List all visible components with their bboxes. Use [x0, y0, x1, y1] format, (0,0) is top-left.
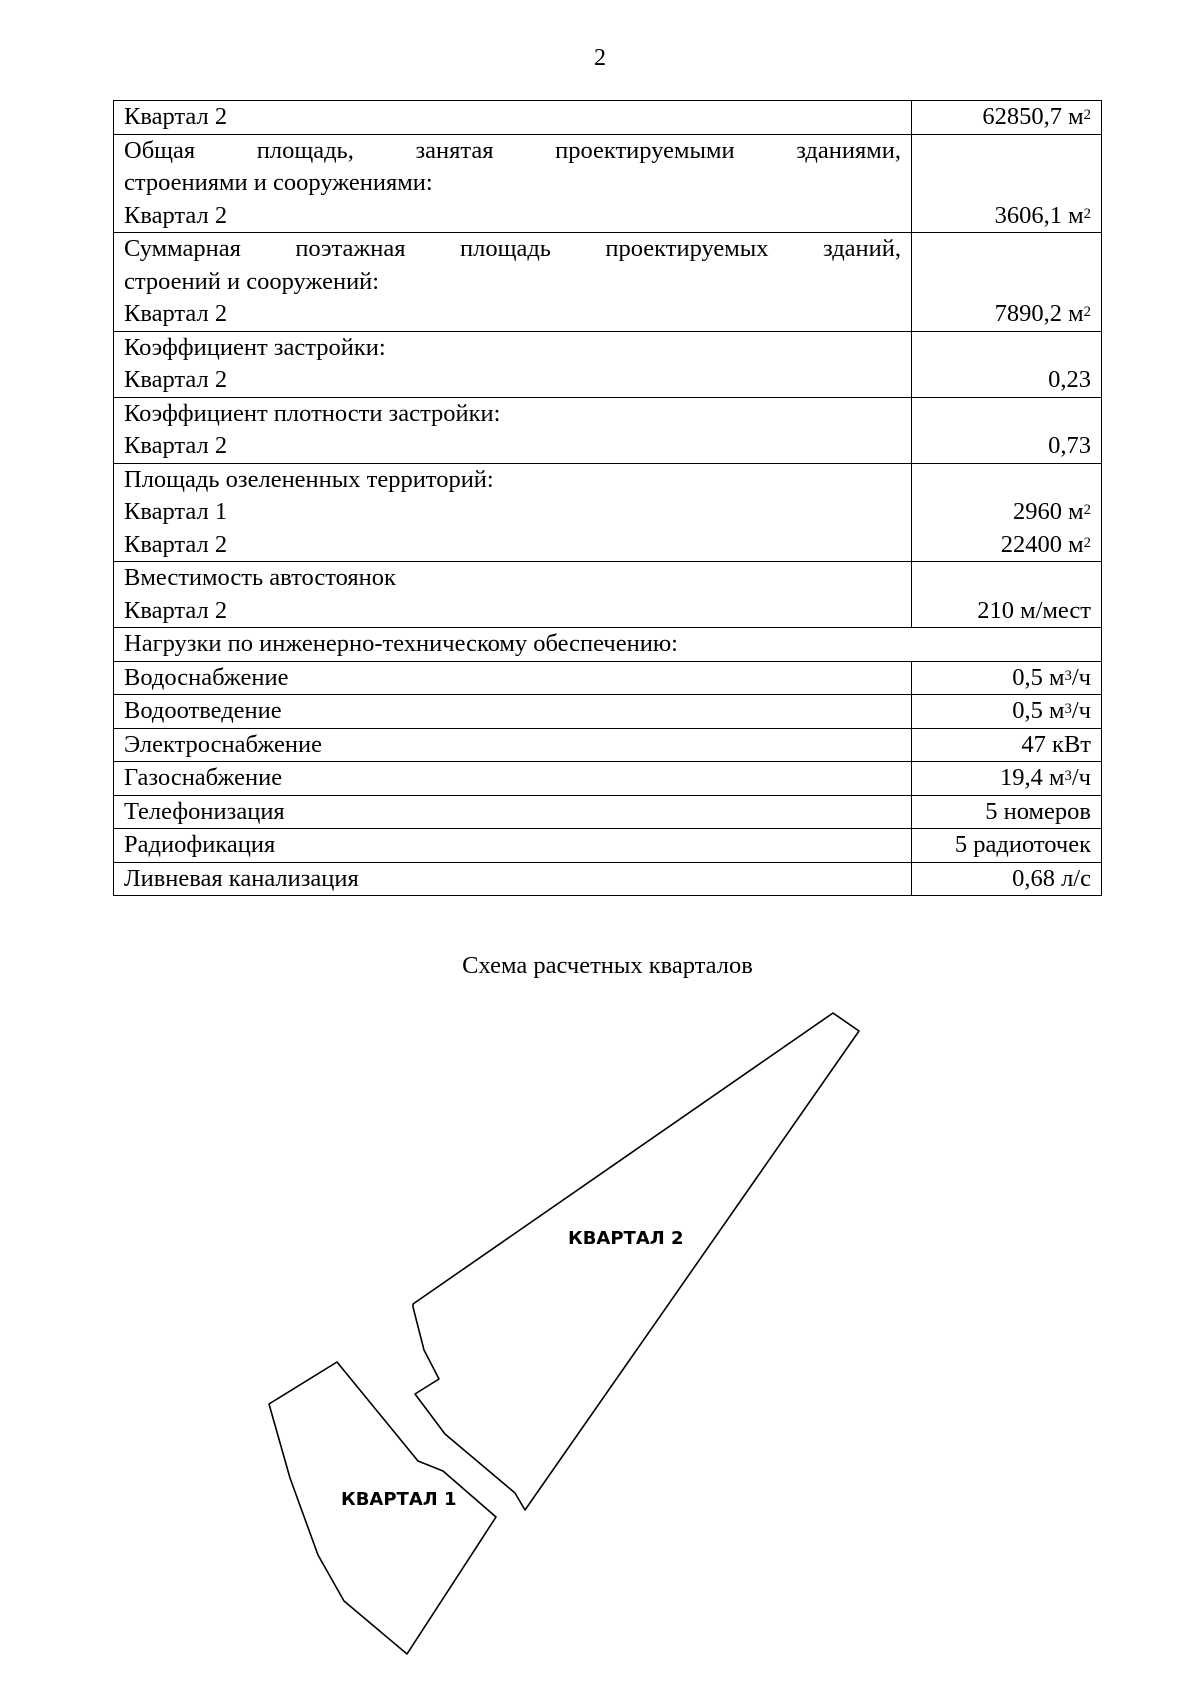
row-value: 0,23: [912, 331, 1102, 397]
row-label: Коэффициент плотности застройки: Квартал 2: [114, 397, 912, 463]
row-label: Вместимость автостоянок Квартал 2: [114, 562, 912, 628]
row-value: 210 м/мест: [912, 562, 1102, 628]
row-value: 62850,7 $м^2$: [912, 101, 1102, 135]
row-value: 7890,2 $м^2$: [912, 233, 1102, 332]
scheme-title: Схема расчетных кварталов: [462, 952, 753, 979]
section-header: Нагрузки по инженерно-техническому обеспечению:: [114, 628, 1102, 662]
row-value: 19,4 $м^3/ч$: [912, 762, 1102, 796]
block-2-outline: [413, 1013, 859, 1510]
row-label: Общая площадь, занятая проектируемыми зданиями, строениями и сооружениями: Квартал 2: [114, 134, 912, 233]
row-value: 2960 $м^2$ 22400 $м^2$: [912, 463, 1102, 562]
row-label: Площадь озелененных территорий: Квартал 1 Квартал 2: [114, 463, 912, 562]
block-2-label: КВАРТАЛ 2: [568, 1228, 684, 1249]
row-label: Суммарная поэтажная площадь проектируемых зданий, строений и сооружений: Квартал 2: [114, 233, 912, 332]
row-label: Водоотведение: [114, 695, 912, 729]
row-value: 0,5 $м^3/ч$: [912, 661, 1102, 695]
row-value: 3606,1 $м^2$: [912, 134, 1102, 233]
row-value: 5 радиоточек: [912, 829, 1102, 863]
row-value: 0,5 $м^3/ч$: [912, 695, 1102, 729]
row-label: Коэффициент застройки: Квартал 2: [114, 331, 912, 397]
row-value: 5 номеров: [912, 795, 1102, 829]
row-label: Газоснабжение: [114, 762, 912, 796]
row-label: Радиофикация: [114, 829, 912, 863]
row-value: 47 кВт: [912, 728, 1102, 762]
row-label: Водоснабжение: [114, 661, 912, 695]
row-value: 0,68 л/с: [912, 862, 1102, 896]
row-value: 0,73: [912, 397, 1102, 463]
row-label: Ливневая канализация: [114, 862, 912, 896]
row-label: Телефонизация: [114, 795, 912, 829]
block-1-label: КВАРТАЛ 1: [341, 1489, 457, 1510]
row-label: Электроснабжение: [114, 728, 912, 762]
page-number: 2: [594, 45, 606, 71]
row-label: Квартал 2: [114, 101, 912, 135]
